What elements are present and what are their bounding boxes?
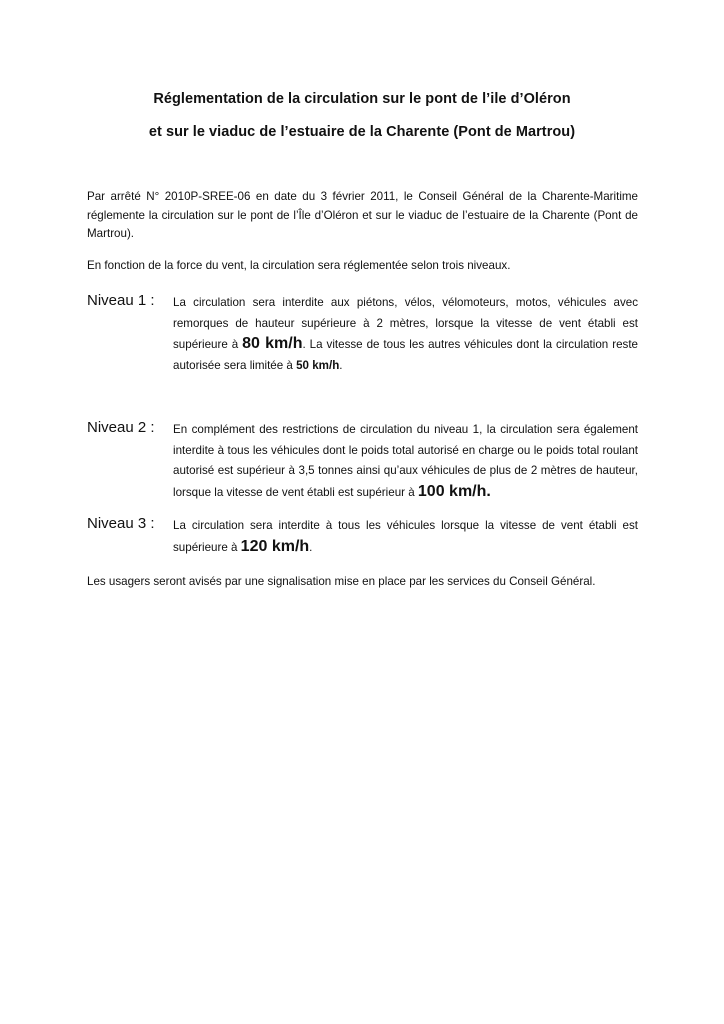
level-2-text-part1: En complément des restrictions de circulation du niveau 1, la circulation sera également interdite à tous les véhicules dont le poids total autorisé en charge ou le poids total roulant autorisé est supérieur à 3,5 tonnes ainsi qu’aux véhicules de plus de 2 mètres de hauteur, lorsque la vitesse de vent établi est supérieur à: [173, 423, 638, 499]
level-1-text-part3: .: [339, 358, 343, 372]
level-1-text-part2: . La vitesse de tous les autres véhicules dont la circulation reste autorisée sera limitée à: [173, 338, 638, 372]
document-title-line-1: Réglementation de la circulation sur le pont de l’ile d’Oléron: [153, 91, 571, 107]
level-2-text-part2: .: [486, 482, 491, 500]
level-1-limit: 50 km/h: [296, 358, 340, 372]
outro-paragraph: Les usagers seront avisés par une signalisation mise en place par les services du Conseil Général.: [87, 575, 596, 588]
level-2-speed: 100 km/h: [417, 482, 487, 500]
level-2-label: Niveau 2 :: [87, 419, 155, 436]
intro-paragraph: Par arrêté N° 2010P-SREE-06 en date du 3 février 2011, le Conseil Général de la Charente-Maritime réglemente la circulation sur le pont de l’Île d’Oléron et sur le viaduc de l’estuaire de la Charente (Pont de Martrou).: [87, 190, 638, 240]
document-title-line-2: et sur le viaduc de l’estuaire de la Charente (Pont de Martrou): [148, 124, 576, 140]
level-1-speed: 80 km/h: [242, 335, 303, 352]
level-1-text-part1: La circulation sera interdite aux piétons, vélos, vélomoteurs, motos, véhicules avec remorques de hauteur supérieure à 2 mètres, lorsque la vitesse de vent établi est supérieure à: [173, 296, 638, 351]
level-3-text-part1: La circulation sera interdite à tous les véhicules lorsque la vitesse de vent établi est supérieure à: [173, 519, 638, 554]
level-3-speed: 120 km/h: [240, 537, 310, 555]
level-3-label: Niveau 3 :: [87, 515, 155, 532]
level-2-text: [173, 420, 638, 503]
level-3-text-part2: .: [309, 540, 313, 554]
level-3-text: [173, 516, 638, 558]
level-1-text: [173, 293, 638, 376]
wind-intro-paragraph: En fonction de la force du vent, la circulation sera réglementée selon trois niveaux.: [87, 259, 511, 272]
level-1-label: Niveau 1 :: [87, 292, 155, 309]
